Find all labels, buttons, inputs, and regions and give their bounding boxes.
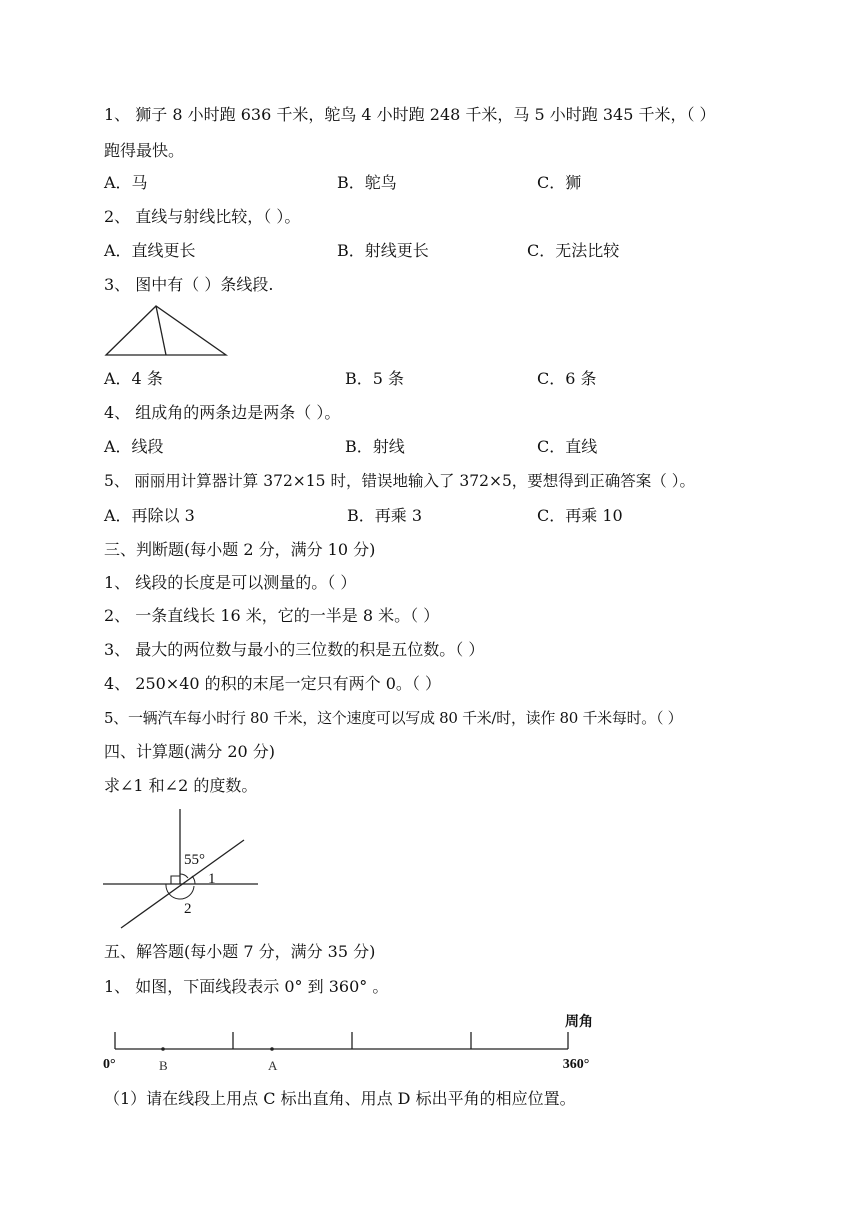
- angle-label-55: 55°: [184, 852, 205, 868]
- angle-label-1: 1: [208, 871, 216, 887]
- question-2-text: 2、 直线与射线比较，（ ）。: [104, 207, 301, 226]
- angle-arc-55: [180, 874, 188, 878]
- point-a-dot: [270, 1047, 274, 1051]
- angle-figure: [100, 806, 265, 934]
- point-b-dot: [161, 1047, 165, 1051]
- section-5-q1: 1、 如图，下面线段表示 0° 到 360° 。: [104, 977, 389, 996]
- section-4-prompt: 求∠1 和∠2 的度数。: [104, 776, 258, 795]
- judge-item-2: 2、 一条直线长 16 米，它的一半是 8 米。（ ）: [104, 606, 440, 625]
- question-1-option-b: B．鸵鸟: [337, 173, 397, 192]
- question-4-option-b: B．射线: [345, 437, 405, 456]
- question-3-text: 3、 图中有（ ）条线段.: [104, 275, 274, 294]
- label-full-angle: 周角: [565, 1015, 593, 1030]
- question-2-option-a: A．直线更长: [104, 241, 196, 260]
- triangle-inner-segment: [156, 306, 166, 355]
- triangle-figure: [100, 300, 235, 362]
- label-point-a: A: [268, 1058, 278, 1073]
- section-5-title: 五、解答题(每小题 7 分，满分 35 分): [104, 942, 376, 961]
- angle-label-2: 2: [184, 901, 192, 917]
- judge-item-4: 4、 250×40 的积的末尾一定只有两个 0。（ ）: [104, 674, 442, 693]
- judge-item-5: 5、一辆汽车每小时行 80 千米，这个速度可以写成 80 千米/时，读作 80 千米每时。（ ）: [104, 709, 683, 727]
- judge-item-3: 3、 最大的两位数与最小的三位数的积是五位数。（ ）: [104, 640, 485, 659]
- label-360-degree: 360°: [562, 1057, 590, 1072]
- question-3-option-a: A．4 条: [104, 369, 163, 388]
- question-1-option-c: C．狮: [537, 173, 582, 192]
- question-2-option-b: B．射线更长: [337, 241, 429, 260]
- judge-item-1: 1、 线段的长度是可以测量的。（ ）: [104, 573, 357, 592]
- right-angle-mark: [171, 876, 180, 884]
- question-5-option-b: B．再乘 3: [347, 506, 423, 525]
- question-2-option-c: C．无法比较: [527, 241, 620, 260]
- question-5-option-c: C．再乘 10: [537, 506, 623, 525]
- question-3-option-b: B．5 条: [345, 369, 405, 388]
- question-4-option-c: C．直线: [537, 437, 598, 456]
- question-1-text-cont: 跑得最快。: [104, 141, 185, 160]
- section-3-title: 三、判断题(每小题 2 分，满分 10 分): [104, 540, 376, 559]
- label-point-b: B: [159, 1058, 168, 1073]
- degree-line-figure: [98, 1006, 618, 1078]
- question-5-option-a: A．再除以 3: [104, 506, 195, 525]
- question-1-text: 1、 狮子 8 小时跑 636 千米，鸵鸟 4 小时跑 248 千米，马 5 小时跑 345 千米，（ ）: [104, 105, 716, 124]
- question-3-option-c: C．6 条: [537, 369, 597, 388]
- question-4-text: 4、 组成角的两条边是两条（ ）。: [104, 403, 341, 422]
- section-5-sub1: （1）请在线段上用点 C 标出直角、用点 D 标出平角的相应位置。: [104, 1089, 576, 1108]
- label-0-degree: 0°: [103, 1057, 116, 1072]
- angle-arc-1: [192, 876, 195, 884]
- section-4-title: 四、计算题(满分 20 分): [104, 742, 276, 761]
- question-5-text: 5、 丽丽用计算器计算 372×15 时，错误地输入了 372×5，要想得到正确答案（ ）。: [104, 472, 695, 490]
- question-4-option-a: A．线段: [104, 437, 164, 456]
- triangle-outline: [106, 306, 226, 355]
- question-1-option-a: A．马: [104, 173, 148, 192]
